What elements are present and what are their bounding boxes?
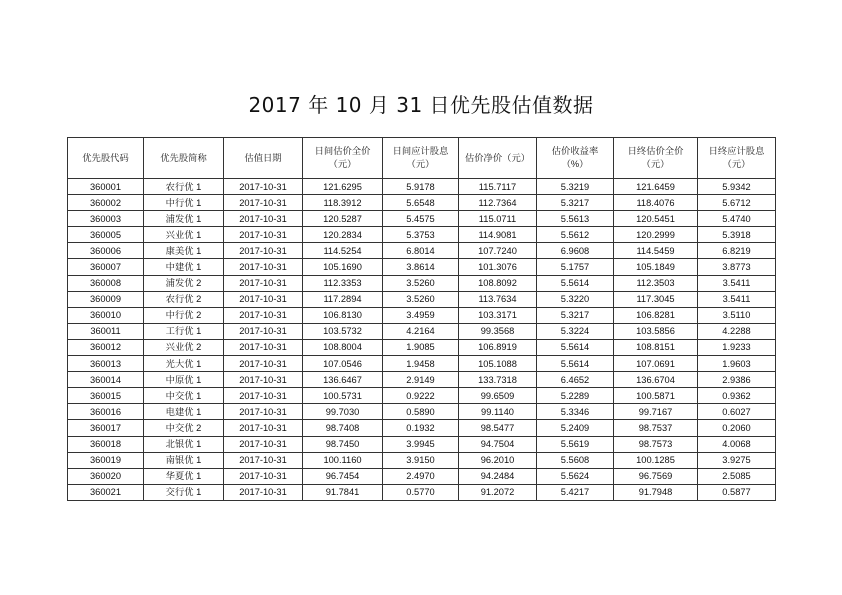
- table-cell: 360020: [68, 468, 144, 484]
- table-cell: 107.0546: [303, 356, 383, 372]
- table-cell: 108.8151: [614, 339, 698, 355]
- table-cell: 3.8614: [383, 259, 459, 275]
- table-cell: 1.9603: [698, 356, 776, 372]
- table-cell: 2.9149: [383, 372, 459, 388]
- table-cell: 浦发优 1: [144, 211, 224, 227]
- table-cell: 360011: [68, 323, 144, 339]
- table-cell: 工行优 1: [144, 323, 224, 339]
- table-cell: 2017-10-31: [224, 243, 303, 259]
- table-cell: 0.2060: [698, 420, 776, 436]
- table-cell: 115.0711: [459, 211, 537, 227]
- column-header-label: 估值日期: [244, 152, 282, 163]
- column-header: [303, 138, 383, 179]
- table-cell: 3.9945: [383, 436, 459, 452]
- table-cell: 360016: [68, 404, 144, 420]
- table-cell: 4.0068: [698, 436, 776, 452]
- table-row: [68, 323, 776, 339]
- table-cell: 107.0691: [614, 356, 698, 372]
- table-row: [68, 372, 776, 388]
- table-row: [68, 339, 776, 355]
- table-cell: 98.5477: [459, 420, 537, 436]
- table-cell: 94.2484: [459, 468, 537, 484]
- table-cell: 113.7634: [459, 291, 537, 307]
- table-cell: 120.5451: [614, 211, 698, 227]
- table-cell: 康美优 1: [144, 243, 224, 259]
- table-cell: 5.1757: [537, 259, 614, 275]
- table-cell: 105.1690: [303, 259, 383, 275]
- table-cell: 0.6027: [698, 404, 776, 420]
- table-row: [68, 420, 776, 436]
- table-cell: 136.6467: [303, 372, 383, 388]
- column-header-label: 日终估价全价: [627, 146, 684, 156]
- table-row: [68, 227, 776, 243]
- table-cell: 2017-10-31: [224, 275, 303, 291]
- table-row: [68, 468, 776, 484]
- table-cell: 2017-10-31: [224, 307, 303, 323]
- table-cell: 5.5612: [537, 227, 614, 243]
- table-row: [68, 356, 776, 372]
- table-cell: 华夏优 1: [144, 468, 224, 484]
- table-cell: 5.3220: [537, 291, 614, 307]
- column-header-label: 日间估价全价: [314, 146, 371, 156]
- table-header-row: [68, 138, 776, 179]
- table-cell: 360007: [68, 259, 144, 275]
- table-row: [68, 259, 776, 275]
- table-cell: 3.5110: [698, 307, 776, 323]
- table-cell: 5.3346: [537, 404, 614, 420]
- table-cell: 360003: [68, 211, 144, 227]
- table-cell: 6.8014: [383, 243, 459, 259]
- table-cell: 0.9222: [383, 388, 459, 404]
- table-cell: 112.3353: [303, 275, 383, 291]
- table-row: [68, 275, 776, 291]
- table-cell: 120.2999: [614, 227, 698, 243]
- table-cell: 1.9458: [383, 356, 459, 372]
- table-cell: 91.2072: [459, 484, 537, 500]
- table-cell: 5.5619: [537, 436, 614, 452]
- table-cell: 360017: [68, 420, 144, 436]
- table-cell: 360005: [68, 227, 144, 243]
- table-cell: 2017-10-31: [224, 291, 303, 307]
- table-cell: 2.4970: [383, 468, 459, 484]
- column-header-unit: （元）: [406, 159, 435, 169]
- table-cell: 南银优 1: [144, 452, 224, 468]
- table-cell: 6.9608: [537, 243, 614, 259]
- table-cell: 0.1932: [383, 420, 459, 436]
- table-cell: 3.5260: [383, 291, 459, 307]
- table-cell: 浦发优 2: [144, 275, 224, 291]
- table-cell: 5.4575: [383, 211, 459, 227]
- table-cell: 3.9275: [698, 452, 776, 468]
- table-cell: 中交优 1: [144, 388, 224, 404]
- column-header-unit: （元）: [328, 159, 357, 169]
- column-header: [224, 138, 303, 179]
- table-row: [68, 243, 776, 259]
- table-cell: 360021: [68, 484, 144, 500]
- table-cell: 2017-10-31: [224, 388, 303, 404]
- table-cell: 2017-10-31: [224, 452, 303, 468]
- table-cell: 136.6704: [614, 372, 698, 388]
- table-cell: 5.2289: [537, 388, 614, 404]
- table-cell: 中交优 2: [144, 420, 224, 436]
- table-cell: 5.4740: [698, 211, 776, 227]
- table-cell: 5.6712: [698, 195, 776, 211]
- table-cell: 0.5890: [383, 404, 459, 420]
- table-row: [68, 452, 776, 468]
- column-header-unit: （元）: [641, 159, 670, 169]
- table-cell: 121.6295: [303, 179, 383, 195]
- table-cell: 103.3171: [459, 307, 537, 323]
- table-cell: 5.3224: [537, 323, 614, 339]
- table-row: [68, 291, 776, 307]
- table-row: [68, 436, 776, 452]
- table-cell: 118.3912: [303, 195, 383, 211]
- table-cell: 98.7537: [614, 420, 698, 436]
- table-cell: 兴业优 1: [144, 227, 224, 243]
- table-cell: 2017-10-31: [224, 468, 303, 484]
- table-cell: 0.9362: [698, 388, 776, 404]
- table-cell: 5.5614: [537, 356, 614, 372]
- table-cell: 2017-10-31: [224, 179, 303, 195]
- table-cell: 3.5411: [698, 275, 776, 291]
- table-cell: 5.3918: [698, 227, 776, 243]
- table-body: [68, 179, 776, 501]
- table-cell: 105.1849: [614, 259, 698, 275]
- table-cell: 5.5608: [537, 452, 614, 468]
- column-header-label: 优先股代码: [82, 152, 129, 163]
- table-cell: 5.3753: [383, 227, 459, 243]
- table-cell: 99.1140: [459, 404, 537, 420]
- table-cell: 114.9081: [459, 227, 537, 243]
- column-header: [698, 138, 776, 179]
- table-cell: 3.8773: [698, 259, 776, 275]
- table-cell: 2017-10-31: [224, 339, 303, 355]
- table-cell: 2017-10-31: [224, 195, 303, 211]
- table-cell: 360018: [68, 436, 144, 452]
- table-cell: 中行优 1: [144, 195, 224, 211]
- table-cell: 6.8219: [698, 243, 776, 259]
- table-row: [68, 404, 776, 420]
- table-cell: 5.9178: [383, 179, 459, 195]
- table-cell: 2017-10-31: [224, 323, 303, 339]
- table-cell: 2017-10-31: [224, 211, 303, 227]
- table-cell: 中原优 1: [144, 372, 224, 388]
- table-row: [68, 179, 776, 195]
- table-cell: 114.5254: [303, 243, 383, 259]
- table-cell: 360012: [68, 339, 144, 355]
- table-cell: 北银优 1: [144, 436, 224, 452]
- table-cell: 100.5871: [614, 388, 698, 404]
- table-cell: 2.5085: [698, 468, 776, 484]
- table-cell: 360001: [68, 179, 144, 195]
- table-row: [68, 484, 776, 500]
- table-cell: 1.9233: [698, 339, 776, 355]
- table-cell: 5.2409: [537, 420, 614, 436]
- table-cell: 5.3217: [537, 307, 614, 323]
- column-header-label: 日终应计股息: [708, 146, 765, 156]
- table-cell: 6.4652: [537, 372, 614, 388]
- table-cell: 5.3219: [537, 179, 614, 195]
- table-cell: 2017-10-31: [224, 420, 303, 436]
- table-cell: 91.7841: [303, 484, 383, 500]
- table-cell: 120.2834: [303, 227, 383, 243]
- table-cell: 360010: [68, 307, 144, 323]
- table-cell: 兴业优 2: [144, 339, 224, 355]
- table-cell: 115.7117: [459, 179, 537, 195]
- column-header: [144, 138, 224, 179]
- valuation-table: [67, 137, 776, 501]
- table-cell: 106.8919: [459, 339, 537, 355]
- table-cell: 0.5770: [383, 484, 459, 500]
- table-cell: 91.7948: [614, 484, 698, 500]
- column-header: [459, 138, 537, 179]
- table-cell: 2017-10-31: [224, 484, 303, 500]
- table-cell: 5.4217: [537, 484, 614, 500]
- table-cell: 1.9085: [383, 339, 459, 355]
- table-cell: 99.6509: [459, 388, 537, 404]
- table-cell: 98.7408: [303, 420, 383, 436]
- table-row: [68, 388, 776, 404]
- table-cell: 360015: [68, 388, 144, 404]
- table-cell: 2017-10-31: [224, 372, 303, 388]
- table-cell: 112.7364: [459, 195, 537, 211]
- page-title: 2017 年 10 月 31 日优先股估值数据: [248, 93, 594, 117]
- table-cell: 117.3045: [614, 291, 698, 307]
- table-cell: 360008: [68, 275, 144, 291]
- table-cell: 100.1285: [614, 452, 698, 468]
- table-cell: 360014: [68, 372, 144, 388]
- table-cell: 96.2010: [459, 452, 537, 468]
- table-cell: 5.5614: [537, 275, 614, 291]
- table-cell: 103.5856: [614, 323, 698, 339]
- table-cell: 118.4076: [614, 195, 698, 211]
- table-cell: 3.5411: [698, 291, 776, 307]
- table-cell: 107.7240: [459, 243, 537, 259]
- table-cell: 100.5731: [303, 388, 383, 404]
- table-cell: 106.8130: [303, 307, 383, 323]
- table-cell: 3.5260: [383, 275, 459, 291]
- table-row: [68, 195, 776, 211]
- table-cell: 101.3076: [459, 259, 537, 275]
- table-cell: 5.5613: [537, 211, 614, 227]
- table-cell: 2017-10-31: [224, 436, 303, 452]
- table-cell: 360013: [68, 356, 144, 372]
- table-cell: 99.3568: [459, 323, 537, 339]
- table-cell: 中建优 1: [144, 259, 224, 275]
- table-cell: 5.5614: [537, 339, 614, 355]
- table-cell: 100.1160: [303, 452, 383, 468]
- column-header-unit: （元）: [722, 159, 751, 169]
- table-cell: 360019: [68, 452, 144, 468]
- table-cell: 120.5287: [303, 211, 383, 227]
- column-header-label: 估价收益率: [551, 146, 599, 156]
- table-cell: 光大优 1: [144, 356, 224, 372]
- table-cell: 108.8092: [459, 275, 537, 291]
- table-cell: 5.3217: [537, 195, 614, 211]
- table-cell: 4.2164: [383, 323, 459, 339]
- table-cell: 5.9342: [698, 179, 776, 195]
- table-cell: 0.5877: [698, 484, 776, 500]
- table-cell: 114.5459: [614, 243, 698, 259]
- table-cell: 133.7318: [459, 372, 537, 388]
- table-cell: 105.1088: [459, 356, 537, 372]
- table-cell: 360009: [68, 291, 144, 307]
- table-cell: 农行优 2: [144, 291, 224, 307]
- table-cell: 360002: [68, 195, 144, 211]
- table-cell: 99.7030: [303, 404, 383, 420]
- table-cell: 98.7450: [303, 436, 383, 452]
- column-header: [383, 138, 459, 179]
- column-header-unit: （%）: [561, 159, 589, 169]
- table-cell: 农行优 1: [144, 179, 224, 195]
- table-row: [68, 307, 776, 323]
- table-cell: 5.5624: [537, 468, 614, 484]
- table-cell: 4.2288: [698, 323, 776, 339]
- table-cell: 121.6459: [614, 179, 698, 195]
- table-cell: 108.8004: [303, 339, 383, 355]
- table-cell: 360006: [68, 243, 144, 259]
- table-row: [68, 211, 776, 227]
- table-cell: 交行优 1: [144, 484, 224, 500]
- table-cell: 2017-10-31: [224, 356, 303, 372]
- table-cell: 3.4959: [383, 307, 459, 323]
- table-cell: 96.7454: [303, 468, 383, 484]
- table-cell: 3.9150: [383, 452, 459, 468]
- table-cell: 96.7569: [614, 468, 698, 484]
- column-header-label: 优先股简称: [160, 152, 207, 163]
- column-header: [68, 138, 144, 179]
- table-cell: 2017-10-31: [224, 259, 303, 275]
- column-header-label: 日间应计股息: [392, 146, 449, 156]
- column-header: [614, 138, 698, 179]
- table-cell: 112.3503: [614, 275, 698, 291]
- table-cell: 5.6548: [383, 195, 459, 211]
- column-header: [537, 138, 614, 179]
- table-cell: 2017-10-31: [224, 404, 303, 420]
- table-cell: 2.9386: [698, 372, 776, 388]
- column-header-label: 估价净价（元）: [464, 152, 531, 163]
- table-cell: 103.5732: [303, 323, 383, 339]
- table-cell: 2017-10-31: [224, 227, 303, 243]
- table-cell: 电建优 1: [144, 404, 224, 420]
- table-cell: 117.2894: [303, 291, 383, 307]
- table-cell: 94.7504: [459, 436, 537, 452]
- table-cell: 106.8281: [614, 307, 698, 323]
- table-cell: 中行优 2: [144, 307, 224, 323]
- table-cell: 98.7573: [614, 436, 698, 452]
- table-cell: 99.7167: [614, 404, 698, 420]
